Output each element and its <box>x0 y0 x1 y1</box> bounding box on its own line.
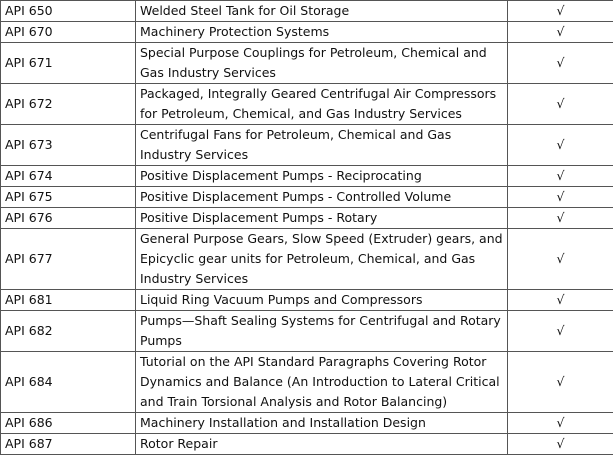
check-mark-cell: √ <box>508 43 613 84</box>
table-body <box>1 1 613 455</box>
standard-title-cell: Machinery Protection Systems <box>136 22 508 43</box>
check-mark-cell: √ <box>508 229 613 290</box>
standard-code-cell: API 672 <box>1 84 136 125</box>
standard-code-cell: API 686 <box>1 413 136 434</box>
standard-code-cell: API 671 <box>1 43 136 84</box>
table-row <box>1 22 613 43</box>
table-row <box>1 290 613 311</box>
standard-title-cell: Welded Steel Tank for Oil Storage <box>136 1 508 22</box>
check-mark-cell: √ <box>508 84 613 125</box>
standard-title-cell: Tutorial on the API Standard Paragraphs Covering Rotor Dynamics and Balance (An Introduction to Lateral Critical and Train Torsional Analysis and Rotor Balancing) <box>136 352 508 413</box>
standard-title-cell: General Purpose Gears, Slow Speed (Extruder) gears, and Epicyclic gear units for Petroleum, Chemical, and Gas Industry Services <box>136 229 508 290</box>
standard-title-cell: Machinery Installation and Installation Design <box>136 413 508 434</box>
check-mark-cell: √ <box>508 311 613 352</box>
table-row <box>1 311 613 352</box>
check-mark-cell: √ <box>508 1 613 22</box>
check-mark-cell: √ <box>508 166 613 187</box>
standard-title-cell: Positive Displacement Pumps - Rotary <box>136 208 508 229</box>
check-mark-cell: √ <box>508 290 613 311</box>
check-mark-cell: √ <box>508 434 613 455</box>
check-mark-cell: √ <box>508 413 613 434</box>
check-mark-cell: √ <box>508 22 613 43</box>
standard-code-cell: API 681 <box>1 290 136 311</box>
standard-code-cell: API 682 <box>1 311 136 352</box>
standard-code-cell: API 673 <box>1 125 136 166</box>
table-row <box>1 208 613 229</box>
standard-title-cell: Pumps—Shaft Sealing Systems for Centrifugal and Rotary Pumps <box>136 311 508 352</box>
standard-title-cell: Liquid Ring Vacuum Pumps and Compressors <box>136 290 508 311</box>
table-row <box>1 43 613 84</box>
table-row <box>1 166 613 187</box>
standard-code-cell: API 675 <box>1 187 136 208</box>
table-row <box>1 84 613 125</box>
table-row <box>1 413 613 434</box>
table-row <box>1 229 613 290</box>
standard-title-cell: Positive Displacement Pumps - Controlled Volume <box>136 187 508 208</box>
standard-code-cell: API 670 <box>1 22 136 43</box>
standard-title-cell: Special Purpose Couplings for Petroleum, Chemical and Gas Industry Services <box>136 43 508 84</box>
check-mark-cell: √ <box>508 187 613 208</box>
table-row <box>1 125 613 166</box>
standard-title-cell: Positive Displacement Pumps - Reciprocating <box>136 166 508 187</box>
table-row <box>1 434 613 455</box>
standard-title-cell: Rotor Repair <box>136 434 508 455</box>
standard-code-cell: API 650 <box>1 1 136 22</box>
table-row <box>1 187 613 208</box>
check-mark-cell: √ <box>508 352 613 413</box>
check-mark-cell: √ <box>508 125 613 166</box>
standard-code-cell: API 677 <box>1 229 136 290</box>
standard-code-cell: API 674 <box>1 166 136 187</box>
standard-code-cell: API 684 <box>1 352 136 413</box>
standard-title-cell: Packaged, Integrally Geared Centrifugal Air Compressors for Petroleum, Chemical, and Gas Industry Services <box>136 84 508 125</box>
standard-code-cell: API 676 <box>1 208 136 229</box>
table-row <box>1 1 613 22</box>
check-mark-cell: √ <box>508 208 613 229</box>
standard-title-cell: Centrifugal Fans for Petroleum, Chemical and Gas Industry Services <box>136 125 508 166</box>
standard-code-cell: API 687 <box>1 434 136 455</box>
table-row <box>1 352 613 413</box>
